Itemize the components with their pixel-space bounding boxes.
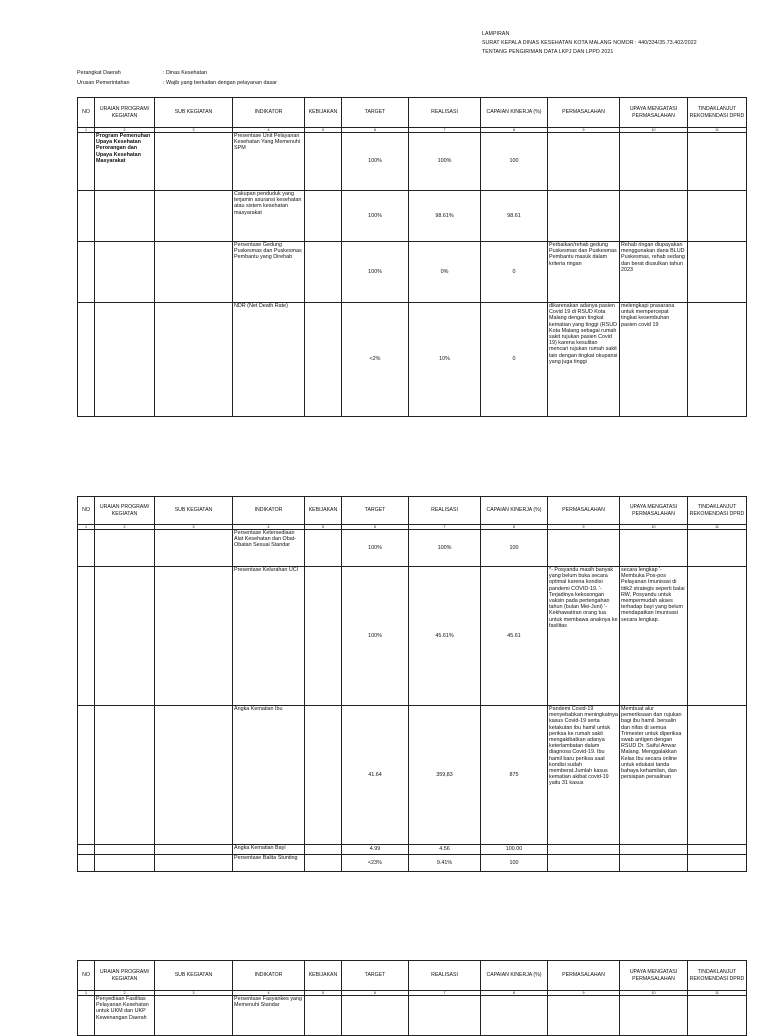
tindaklanjut-cell: [688, 706, 747, 845]
target-cell: 100%: [342, 567, 409, 706]
capaian-cell: [481, 996, 548, 1036]
column-number: 11: [688, 991, 747, 996]
upaya-cell: [620, 191, 688, 242]
column-header: UPAYA MENGATASI PERMASALAHAN: [620, 98, 688, 128]
column-number: 10: [620, 128, 688, 133]
sub-kegiatan-cell: [155, 845, 233, 855]
uraian-cell: [95, 706, 155, 845]
column-header: TARGET: [342, 961, 409, 991]
realisasi-cell: 359,83: [409, 706, 481, 845]
upaya-cell: Rehab ringan diupayakan menggunakan dana BLUD Puskesmas, rehab sedang dan berat diusulkan tahun 2023: [620, 242, 688, 303]
document-meta: [77, 68, 277, 88]
no-cell: [78, 303, 95, 417]
column-header: SUB KEGIATAN: [155, 961, 233, 991]
tindaklanjut-cell: [688, 303, 747, 417]
column-number: 7: [409, 128, 481, 133]
indikator-cell: Angka Kematian Bayi: [233, 845, 305, 855]
column-header: UPAYA MENGATASI PERMASALAHAN: [620, 961, 688, 991]
capaian-cell: 875: [481, 706, 548, 845]
realisasi-cell: 9.41%: [409, 855, 481, 872]
kebijakan-cell: [305, 706, 342, 845]
document-header: [482, 30, 697, 57]
no-cell: [78, 530, 95, 567]
column-number: 11: [688, 525, 747, 530]
table-row: [78, 855, 747, 872]
uraian-cell: [95, 530, 155, 567]
table-row: [78, 845, 747, 855]
column-header: INDIKATOR: [233, 961, 305, 991]
column-number: 2: [95, 525, 155, 530]
target-cell: 100%: [342, 133, 409, 191]
upaya-cell: [620, 845, 688, 855]
sub-kegiatan-cell: [155, 133, 233, 191]
surat-reference: SURAT KEPALA DINAS KESEHATAN KOTA MALANG NOMOR : 440/334/35.73.402/2022: [482, 40, 697, 46]
capaian-cell: 98.61: [481, 191, 548, 242]
capaian-cell: 100: [481, 133, 548, 191]
target-cell: 41.64: [342, 706, 409, 845]
column-number: 6: [342, 525, 409, 530]
column-header: CAPAIAN KINERJA (%): [481, 961, 548, 991]
column-number: 9: [548, 991, 620, 996]
indikator-cell: Persentase Fasyankes yang Memenuhi Standar: [233, 996, 305, 1036]
kebijakan-cell: [305, 191, 342, 242]
tindaklanjut-cell: [688, 191, 747, 242]
target-cell: 4.99: [342, 845, 409, 855]
no-cell: [78, 855, 95, 872]
column-number: 1: [78, 128, 95, 133]
tindaklanjut-cell: [688, 855, 747, 872]
indikator-cell: Cakupan penduduk yang terjamin asuransi kesehatan atau sistem kesehatan masyarakat: [233, 191, 305, 242]
column-header: PERMASALAHAN: [548, 497, 620, 525]
upaya-cell: Membuat alur pemeriksaan dan rujukan bagi ibu hamil. bersalin dan nifas di semua Trimester untuk diperiksa swab antigen dengan RSUD Dr. Saiful Anwar Malang. Menggalakkan Kelas Ibu secara online untuk edukasi tanda bahaya kehamilan, dan persiapan persalinan: [620, 706, 688, 845]
capaian-cell: 0: [481, 242, 548, 303]
kebijakan-cell: [305, 133, 342, 191]
perangkat-value: : Dinas Kesehatan: [163, 70, 208, 76]
column-number: 5: [305, 128, 342, 133]
sub-kegiatan-cell: [155, 242, 233, 303]
column-header: NO: [78, 98, 95, 128]
perangkat-label: Perangkat Daerah: [77, 70, 121, 76]
no-cell: [78, 242, 95, 303]
table-row: [78, 996, 747, 1036]
report-table-2: [77, 496, 747, 872]
report-table-1: [77, 97, 747, 417]
no-cell: [78, 845, 95, 855]
column-number: 7: [409, 991, 481, 996]
tindaklanjut-cell: [688, 242, 747, 303]
tindaklanjut-cell: [688, 567, 747, 706]
table-row: [78, 191, 747, 242]
capaian-cell: 100: [481, 530, 548, 567]
column-header: KEBIJAKAN: [305, 497, 342, 525]
target-cell: 100%: [342, 242, 409, 303]
surat-subject: TENTANG PENGIRIMAN DATA LKPJ DAN LPPD 2021: [482, 49, 614, 55]
upaya-cell: [620, 996, 688, 1036]
column-header: PERMASALAHAN: [548, 961, 620, 991]
uraian-cell: Program Pemenuhan Upaya Kesehatan Perorangan dan Upaya Kesehatan Masyarakat: [95, 133, 155, 191]
realisasi-cell: 10%: [409, 303, 481, 417]
indikator-cell: Persentase Ketersediaan Alat Kesehatan dan Obat-Obatan Sesuai Standar: [233, 530, 305, 567]
kebijakan-cell: [305, 530, 342, 567]
column-header: TARGET: [342, 497, 409, 525]
sub-kegiatan-cell: [155, 706, 233, 845]
column-number: 6: [342, 128, 409, 133]
permasalahan-cell: Pandemi Covid-19 menyebabkan meningkatnya kasus Covid-19 serta ketakutan ibu hamil untuk periksa ke rumah sakit mengakibatkan adanya keterlambatan dalam diagnosa Covid-19. Ibu hamil baru periksa saat kondisi sudah memberat.Jumlah kasus kematian akibat covid-19 yaitu 31 kasus: [548, 706, 620, 845]
table-header-row: [78, 497, 747, 525]
upaya-cell: secara lengkap '- Membuka Pos-pos Pelayanan Imunisasi di titik2 strategis seperti balai RW, Posyandu untuk mempermudah akses terhadap bayi yang belum mendapatkan Imunisasi secara lengkap.: [620, 567, 688, 706]
column-number: 1: [78, 525, 95, 530]
no-cell: [78, 133, 95, 191]
upaya-cell: [620, 133, 688, 191]
sub-kegiatan-cell: [155, 996, 233, 1036]
column-header: UPAYA MENGATASI PERMASALAHAN: [620, 497, 688, 525]
column-header: URAIAN PROGRAM/ KEGIATAN: [95, 497, 155, 525]
column-header: SUB KEGIATAN: [155, 98, 233, 128]
permasalahan-cell: dikarenakan adanya pasien Covid 19 di RSUD Kota Malang dengan tingkat kematian yang tinggi (RSUD Kota Malang sebagai rumah sakit rujukan pasien Covid 19) karena kesulitan mencari rujukan rumah sakit lain dengan tingkat okupansi yang juga tinggi: [548, 303, 620, 417]
uraian-cell: [95, 567, 155, 706]
permasalahan-cell: [548, 133, 620, 191]
sub-kegiatan-cell: [155, 855, 233, 872]
column-number: 3: [155, 991, 233, 996]
column-number: 2: [95, 991, 155, 996]
kebijakan-cell: [305, 242, 342, 303]
column-header: REALISASI: [409, 961, 481, 991]
column-number: 8: [481, 991, 548, 996]
report-table-3: [77, 960, 747, 1036]
target-cell: 100%: [342, 191, 409, 242]
no-cell: [78, 567, 95, 706]
realisasi-cell: 45.61%: [409, 567, 481, 706]
column-header: SUB KEGIATAN: [155, 497, 233, 525]
permasalahan-cell: [548, 996, 620, 1036]
realisasi-cell: [409, 996, 481, 1036]
sub-kegiatan-cell: [155, 191, 233, 242]
kebijakan-cell: [305, 567, 342, 706]
tindaklanjut-cell: [688, 996, 747, 1036]
table-row: [78, 567, 747, 706]
column-header: NO: [78, 497, 95, 525]
column-header: TARGET: [342, 98, 409, 128]
table-row: [78, 706, 747, 845]
column-header: TINDAKLANJUT REKOMENDASI DPRD: [688, 961, 747, 991]
indikator-cell: Angka Kematian Ibu: [233, 706, 305, 845]
indikator-cell: Persentase Balita Stunting: [233, 855, 305, 872]
upaya-cell: [620, 855, 688, 872]
column-number: 2: [95, 128, 155, 133]
no-cell: [78, 191, 95, 242]
table-header-row: [78, 98, 747, 128]
target-cell: 100%: [342, 530, 409, 567]
realisasi-cell: 100%: [409, 530, 481, 567]
table-header-row: [78, 961, 747, 991]
column-number: 8: [481, 128, 548, 133]
permasalahan-cell: *- Posyandu masih banyak yang belum buka secara optimal karena kondisi pandemi COVID-19. '- Terjadinya kekosongan vaksin pada pertengahan tahun (bulan Mei-Juni) '- Kekhawatiran orang tua untuk membawa anaknya ke fasilitas: [548, 567, 620, 706]
kebijakan-cell: [305, 303, 342, 417]
column-header: NO: [78, 961, 95, 991]
column-header: CAPAIAN KINERJA (%): [481, 497, 548, 525]
permasalahan-cell: [548, 855, 620, 872]
column-header: CAPAIAN KINERJA (%): [481, 98, 548, 128]
urusan-value: : Wajib yang berkaitan dengan pelayanan dasar: [163, 80, 277, 86]
sub-kegiatan-cell: [155, 567, 233, 706]
uraian-cell: [95, 855, 155, 872]
capaian-cell: 100: [481, 855, 548, 872]
permasalahan-cell: Perbaikan/rehab gedung Puskesmas dan Puskesmas Pembantu masuk dalam kriteria ringan: [548, 242, 620, 303]
column-number: 4: [233, 128, 305, 133]
table-row: [78, 242, 747, 303]
column-header: INDIKATOR: [233, 98, 305, 128]
indikator-cell: Presentase Unit Pelayanan Kesehatan Yang Memenuhi SPM: [233, 133, 305, 191]
column-number: 4: [233, 991, 305, 996]
indikator-cell: Persentase Gedung Puskesmas dan Puskesmas Pembantu yang Direhab: [233, 242, 305, 303]
kebijakan-cell: [305, 996, 342, 1036]
column-header: TINDAKLANJUT REKOMENDASI DPRD: [688, 497, 747, 525]
permasalahan-cell: [548, 530, 620, 567]
column-number: 5: [305, 525, 342, 530]
column-header: KEBIJAKAN: [305, 98, 342, 128]
urusan-label: Urusan Pemerintahan: [77, 80, 130, 86]
realisasi-cell: 0%: [409, 242, 481, 303]
uraian-cell: [95, 845, 155, 855]
indikator-cell: Presentase Kelurahan UCI: [233, 567, 305, 706]
kebijakan-cell: [305, 855, 342, 872]
realisasi-cell: 98.61%: [409, 191, 481, 242]
column-number: 9: [548, 525, 620, 530]
kebijakan-cell: [305, 845, 342, 855]
column-number: 10: [620, 525, 688, 530]
tindaklanjut-cell: [688, 530, 747, 567]
column-header: INDIKATOR: [233, 497, 305, 525]
permasalahan-cell: [548, 845, 620, 855]
column-header: KEBIJAKAN: [305, 961, 342, 991]
realisasi-cell: 4.56: [409, 845, 481, 855]
indikator-cell: NDR (Net Death Rate): [233, 303, 305, 417]
uraian-cell: [95, 191, 155, 242]
capaian-cell: 100.00: [481, 845, 548, 855]
column-number: 1: [78, 991, 95, 996]
column-number: 9: [548, 128, 620, 133]
column-header: TINDAKLANJUT REKOMENDASI DPRD: [688, 98, 747, 128]
sub-kegiatan-cell: [155, 303, 233, 417]
upaya-cell: [620, 530, 688, 567]
column-number: 3: [155, 525, 233, 530]
tindaklanjut-cell: [688, 133, 747, 191]
table-row: [78, 133, 747, 191]
column-number: 6: [342, 991, 409, 996]
table-row: [78, 530, 747, 567]
uraian-cell: [95, 242, 155, 303]
column-number: 8: [481, 525, 548, 530]
no-cell: [78, 996, 95, 1036]
column-number: 10: [620, 991, 688, 996]
target-cell: [342, 996, 409, 1036]
capaian-cell: 0: [481, 303, 548, 417]
column-header: PERMASALAHAN: [548, 98, 620, 128]
sub-kegiatan-cell: [155, 530, 233, 567]
column-number: 11: [688, 128, 747, 133]
column-number: 7: [409, 525, 481, 530]
permasalahan-cell: [548, 191, 620, 242]
column-header: URAIAN PROGRAM/ KEGIATAN: [95, 961, 155, 991]
target-cell: <2%: [342, 303, 409, 417]
column-number: 4: [233, 525, 305, 530]
capaian-cell: 45.61: [481, 567, 548, 706]
realisasi-cell: 100%: [409, 133, 481, 191]
uraian-cell: Penyediaan Fasilitas Pelayanan Kesehatan untuk UKM dan UKP Kewenangan Daerah: [95, 996, 155, 1036]
target-cell: <23%: [342, 855, 409, 872]
column-header: REALISASI: [409, 98, 481, 128]
no-cell: [78, 706, 95, 845]
lampiran-label: LAMPIRAN: [482, 31, 510, 37]
column-header: URAIAN PROGRAM/ KEGIATAN: [95, 98, 155, 128]
column-number: 3: [155, 128, 233, 133]
uraian-cell: [95, 303, 155, 417]
table-row: [78, 303, 747, 417]
column-header: REALISASI: [409, 497, 481, 525]
tindaklanjut-cell: [688, 845, 747, 855]
upaya-cell: melengkapi prasarana untuk mempercepat tingkat kesembuhan pasien covid 19: [620, 303, 688, 417]
column-number: 5: [305, 991, 342, 996]
